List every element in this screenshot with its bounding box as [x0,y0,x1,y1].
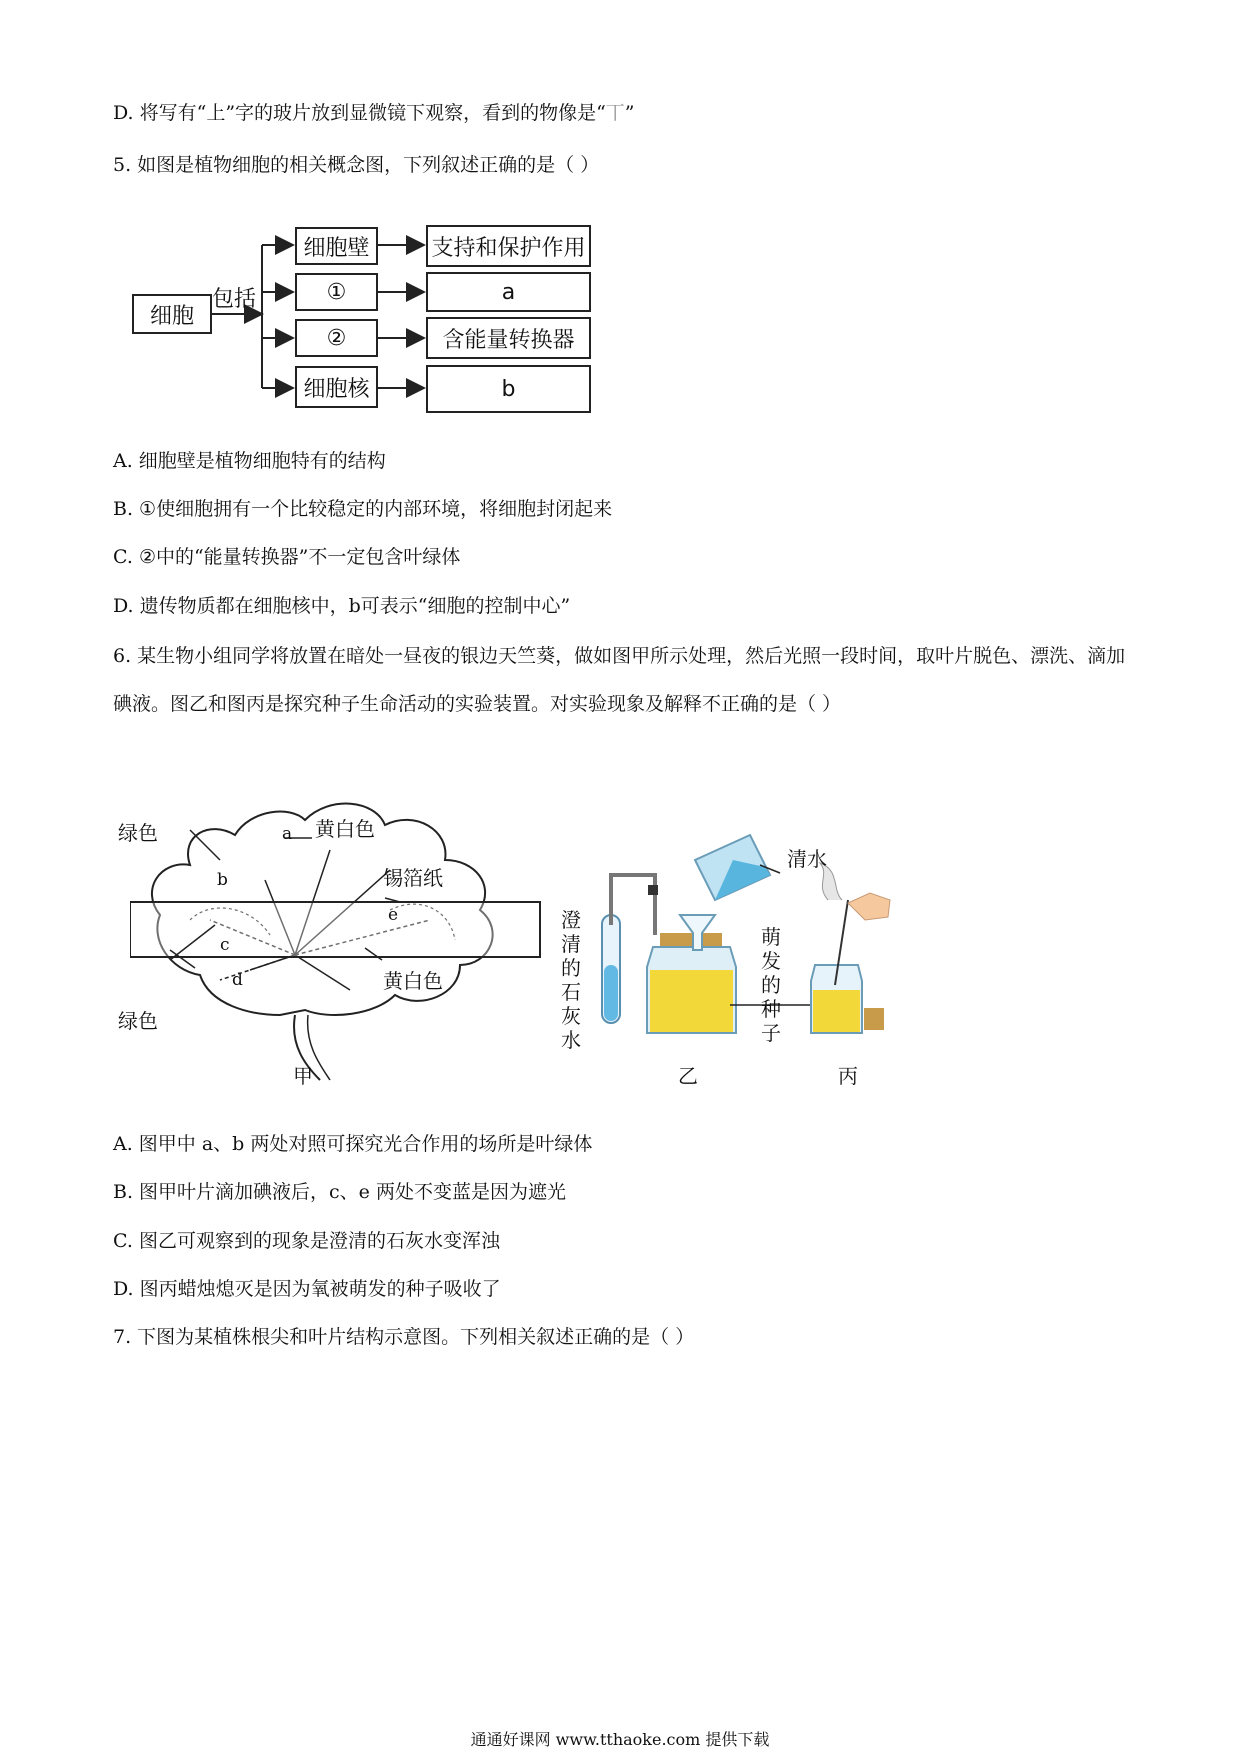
page-footer: 通通好课网 www.tthaoke.com 提供下载 [470,1730,770,1749]
q6-option-c: C. 图乙可观察到的现象是澄清的石灰水变浑浊 [113,1230,500,1252]
q5-function-energy: 含能量转换器 [426,317,591,359]
q5-part-nucleus: 细胞核 [295,366,378,408]
jia-label-d: d [232,970,243,990]
seed-experiment-illustration [570,805,900,1035]
jia-label-foil: 锡箔纸 [383,866,443,890]
q6-option-b: B. 图甲叶片滴加碘液后，c、e 两处不变蓝是因为遮光 [113,1181,566,1203]
q6-stem: 6. 某生物小组同学将放置在暗处一昼夜的银边天竺葵，做如图甲所示处理，然后光照一段时间，取叶片脱色、漂洗、滴加碘液。图乙和图丙是探究种子生命活动的实验装置。对实验现象及解释不正确的是（ ） [113,645,1126,715]
yi-caption: 乙 [678,1064,698,1088]
jia-label-e: e [388,905,399,925]
jia-label-b: b [217,870,228,890]
q4-option-d-suffix: ” [624,102,635,124]
q5-option-a: A. 细胞壁是植物细胞特有的结构 [113,450,386,472]
q5-part-cell-wall: 细胞壁 [295,227,378,265]
jia-label-a: a [282,824,293,844]
yi-label-seeds: 萌发的种子 [761,925,781,1045]
q5-option-d: D. 遗传物质都在细胞核中，b可表示“细胞的控制中心” [113,595,571,617]
q5-root-box: 细胞 [132,294,212,334]
q5-part-2: ② [295,319,378,357]
jia-label-yellow-bottom: 黄白色 [383,969,443,993]
jia-label-c: c [220,935,230,955]
q5-function-b: b [426,365,591,413]
jia-label-yellow-top: 黄白色 [315,817,375,841]
q7-stem: 7. 下图为某植株根尖和叶片结构示意图。下列相关叙述正确的是（ ） [113,1326,695,1348]
q5-option-c: C. ②中的“能量转换器”不一定包含叶绿体 [113,546,461,568]
q5-concept-diagram [0,0,1240,440]
q5-part-1: ① [295,273,378,311]
q5-stem: 5. 如图是植物细胞的相关概念图，下列叙述正确的是（ ） [113,154,600,176]
q5-function-a: a [426,272,591,312]
q4-option-d-prefix: D. 将写有“上”字的玻片放到显微镜下观察，看到的物像是“ [113,102,606,124]
q6-option-a: A. 图甲中 a、b 两处对照可探究光合作用的场所是叶绿体 [113,1133,593,1155]
q4-option-d-glyph: 丅 [605,102,625,124]
yi-label-limewater: 澄清的石灰水 [561,908,581,1052]
q6-option-d: D. 图丙蜡烛熄灭是因为氧被萌发的种子吸收了 [113,1278,501,1300]
jia-caption: 甲 [293,1064,313,1088]
q5-option-b: B. ①使细胞拥有一个比较稳定的内部环境，将细胞封闭起来 [113,498,613,520]
jia-label-green-top: 绿色 [118,821,158,845]
yi-label-water: 清水 [787,847,827,871]
q5-connector-label: 包括 [212,287,257,312]
jia-label-green-bottom: 绿色 [118,1009,158,1033]
q5-function-support: 支持和保护作用 [426,225,591,267]
bing-caption: 丙 [838,1064,858,1088]
